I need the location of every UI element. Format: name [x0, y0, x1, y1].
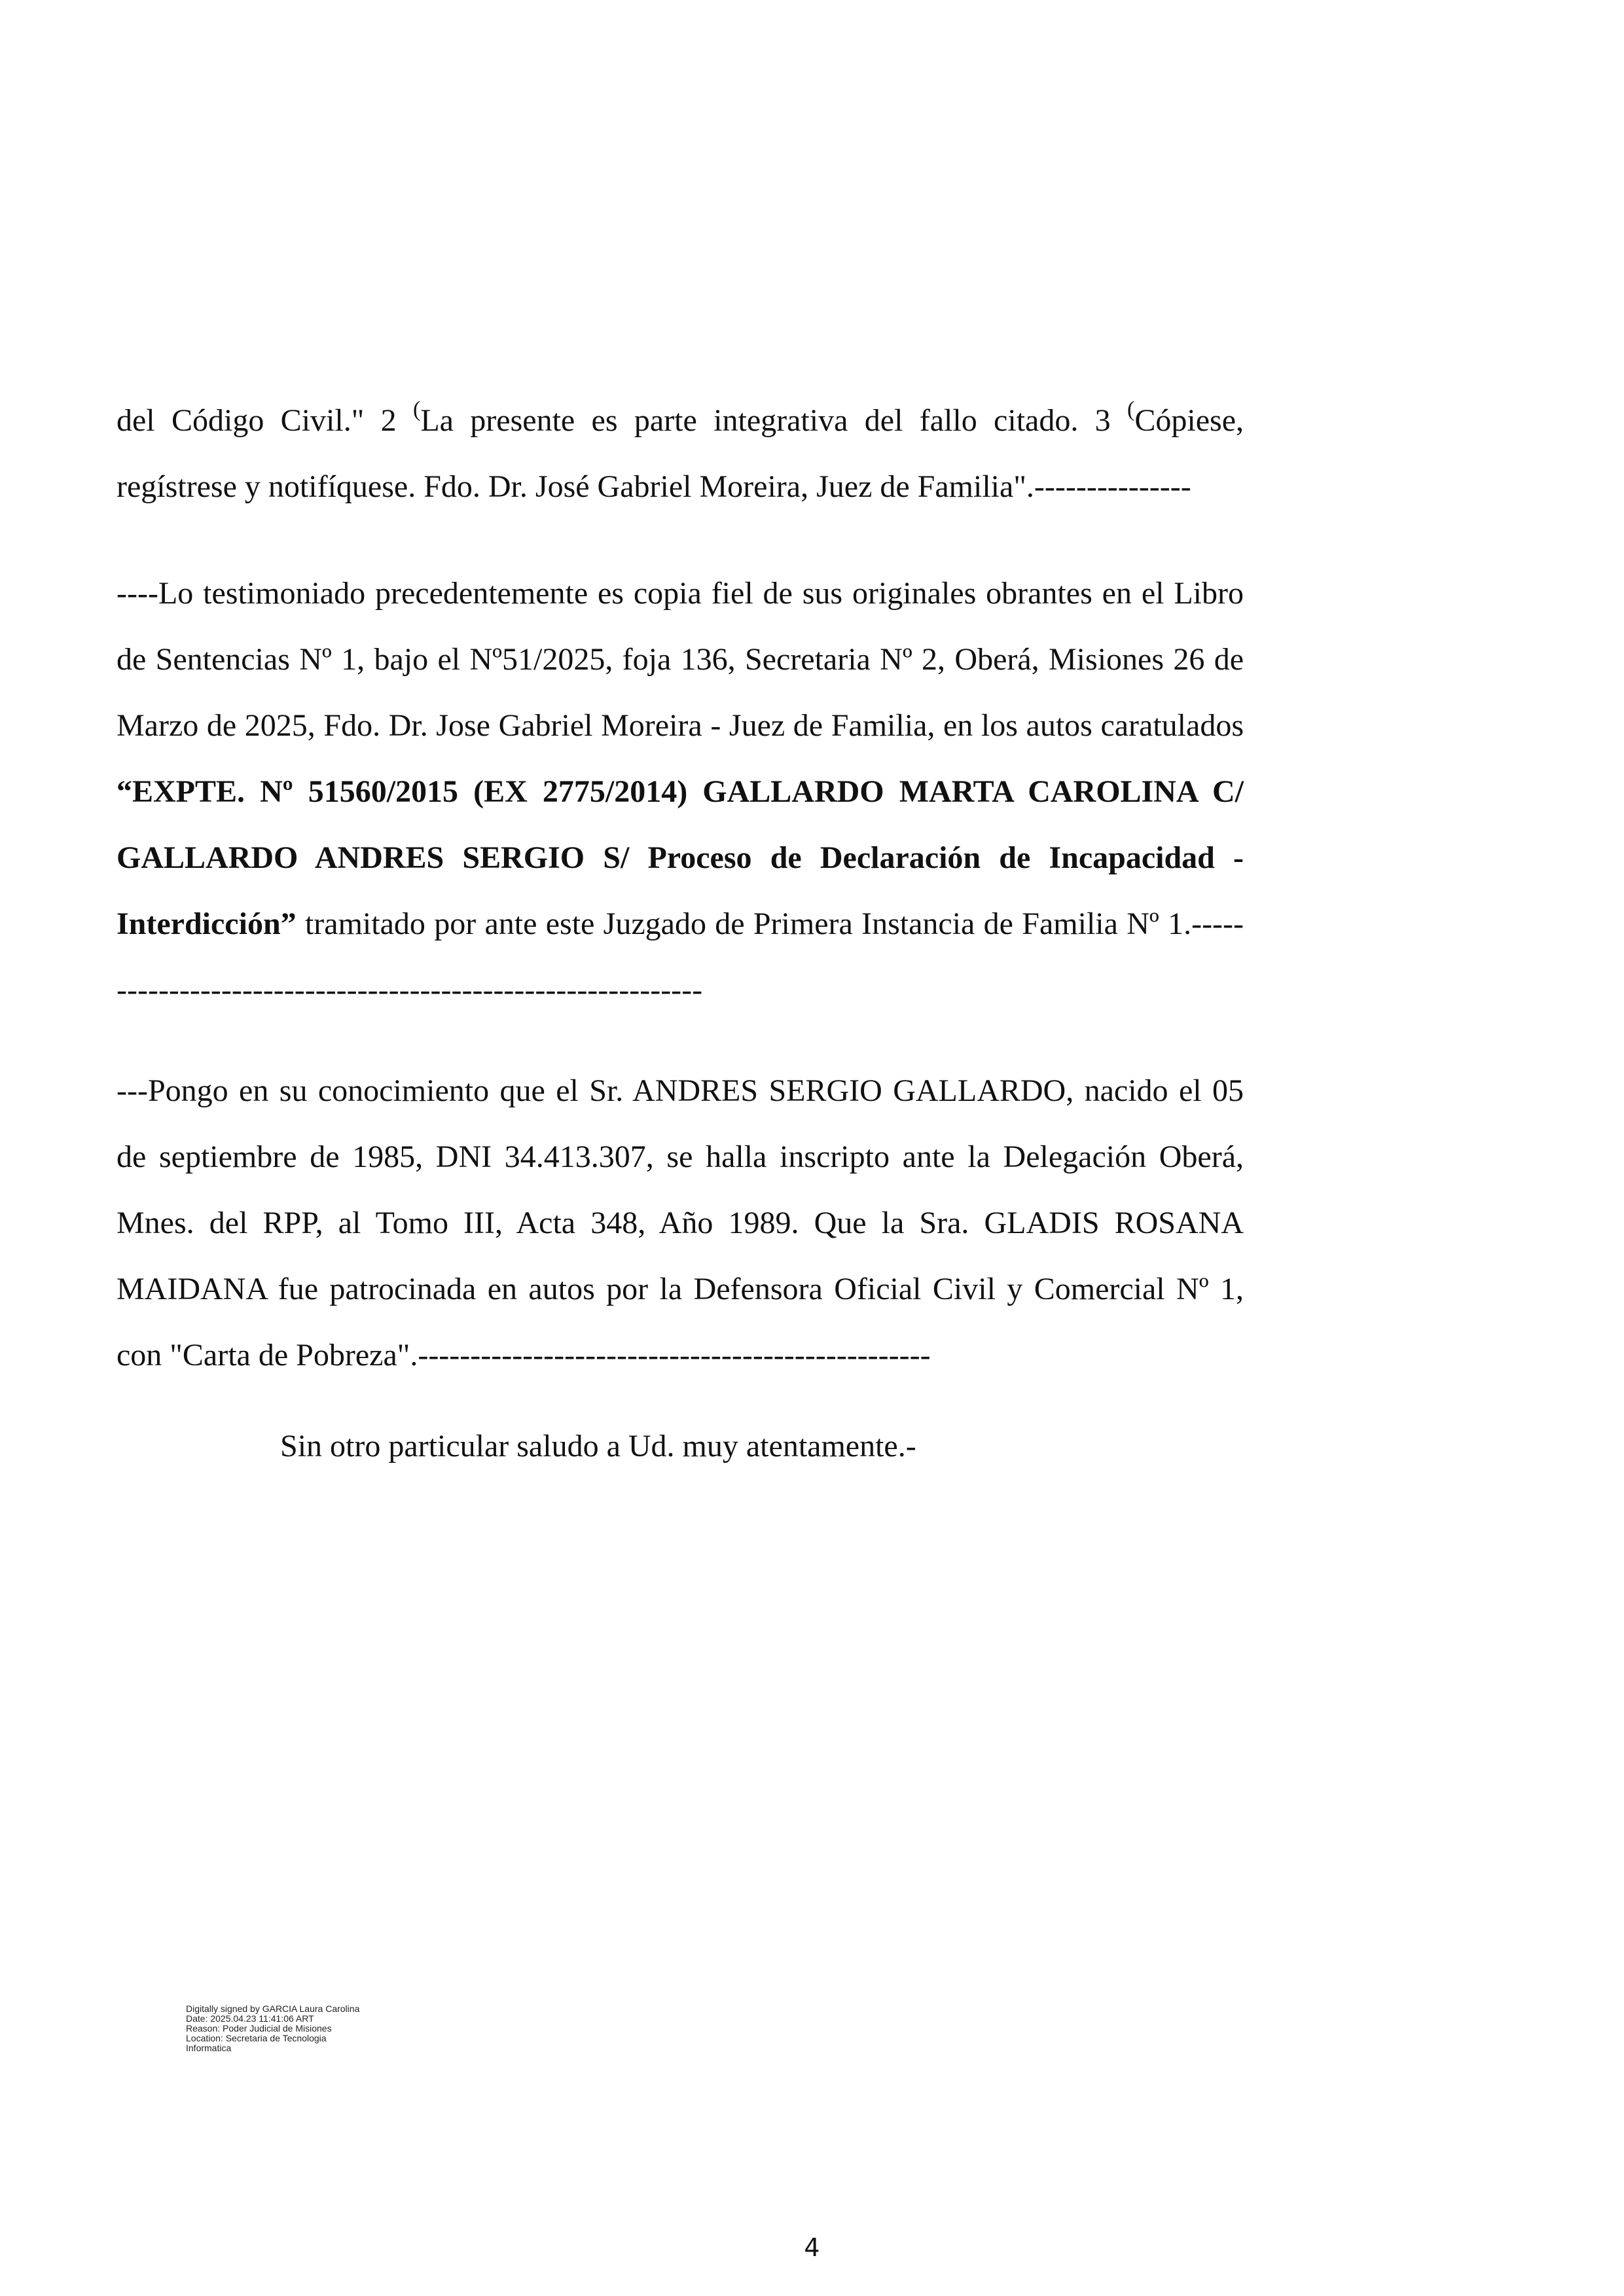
page-number: 4 — [804, 2233, 820, 2262]
signature-reason: Reason: Poder Judicial de Misiones — [186, 2023, 332, 2034]
closing-salutation: Sin otro particular saludo a Ud. muy atentamente.- — [280, 1429, 916, 1463]
signature-location: Location: Secretaria de Tecnologia — [186, 2033, 327, 2043]
paragraph-1-part-3: Cópiese, regístrese y notifíquese. Fdo. Dr. José Gabriel Moreira, Juez de Familia".--------------- — [117, 403, 1244, 504]
digital-signature-stamp — [186, 2004, 408, 2053]
paragraph-2-text-after: tramitado por ante este Juzgado de Primera Instancia de Familia Nº 1.------------------------------------------------------------- — [117, 906, 1244, 1007]
signature-date: Date: 2025.04.23 11:41:06 ART — [186, 2013, 314, 2024]
footnote-marker: ( — [413, 397, 421, 422]
paragraph-3-text: ---Pongo en su conocimiento que el Sr. ANDRES SERGIO GALLARDO, nacido el 05 de septiembre de 1985, DNI 34.413.307, se halla inscripto ante la Delegación Oberá, Mnes. del RPP, al Tomo III, Acta 348, Año 1989. Que la Sra. GLADIS ROSANA MAIDANA fue patrocinada en autos por la Defensora Oficial Civil y Comercial Nº 1, con "Carta de Pobreza".------------------------------------------------- — [117, 1073, 1244, 1372]
paragraph-1-part-1: del Código Civil." 2 — [117, 403, 413, 438]
signature-signer: Digitally signed by GARCIA Laura Carolina — [186, 2003, 360, 2014]
paragraph-notification — [117, 1058, 1244, 1388]
signature-location-cont: Informatica — [186, 2043, 232, 2053]
paragraph-judgment-end — [117, 387, 1244, 520]
footnote-marker: ( — [1127, 397, 1135, 422]
paragraph-1-part-2: La presente es parte integrativa del fallo citado. 3 — [420, 403, 1128, 438]
paragraph-2-text-before: ----Lo testimoniado precedentemente es copia fiel de sus originales obrantes en el Libro de Sentencias Nº 1, bajo el Nº51/2025, foja 136, Secretaria Nº 2, Oberá, Misiones 26 de Marzo de 2025, Fdo. Dr. Jose Gabriel Moreira - Juez de Familia, en los autos caratulados — [117, 576, 1244, 743]
paragraph-testimony — [117, 560, 1244, 1023]
case-title: “EXPTE. Nº 51560/2015 (EX 2775/2014) GALLARDO MARTA CAROLINA C/ GALLARDO ANDRES SERGIO S/ Proceso de Declaración de Incapacidad - Interdicción” — [117, 774, 1244, 941]
